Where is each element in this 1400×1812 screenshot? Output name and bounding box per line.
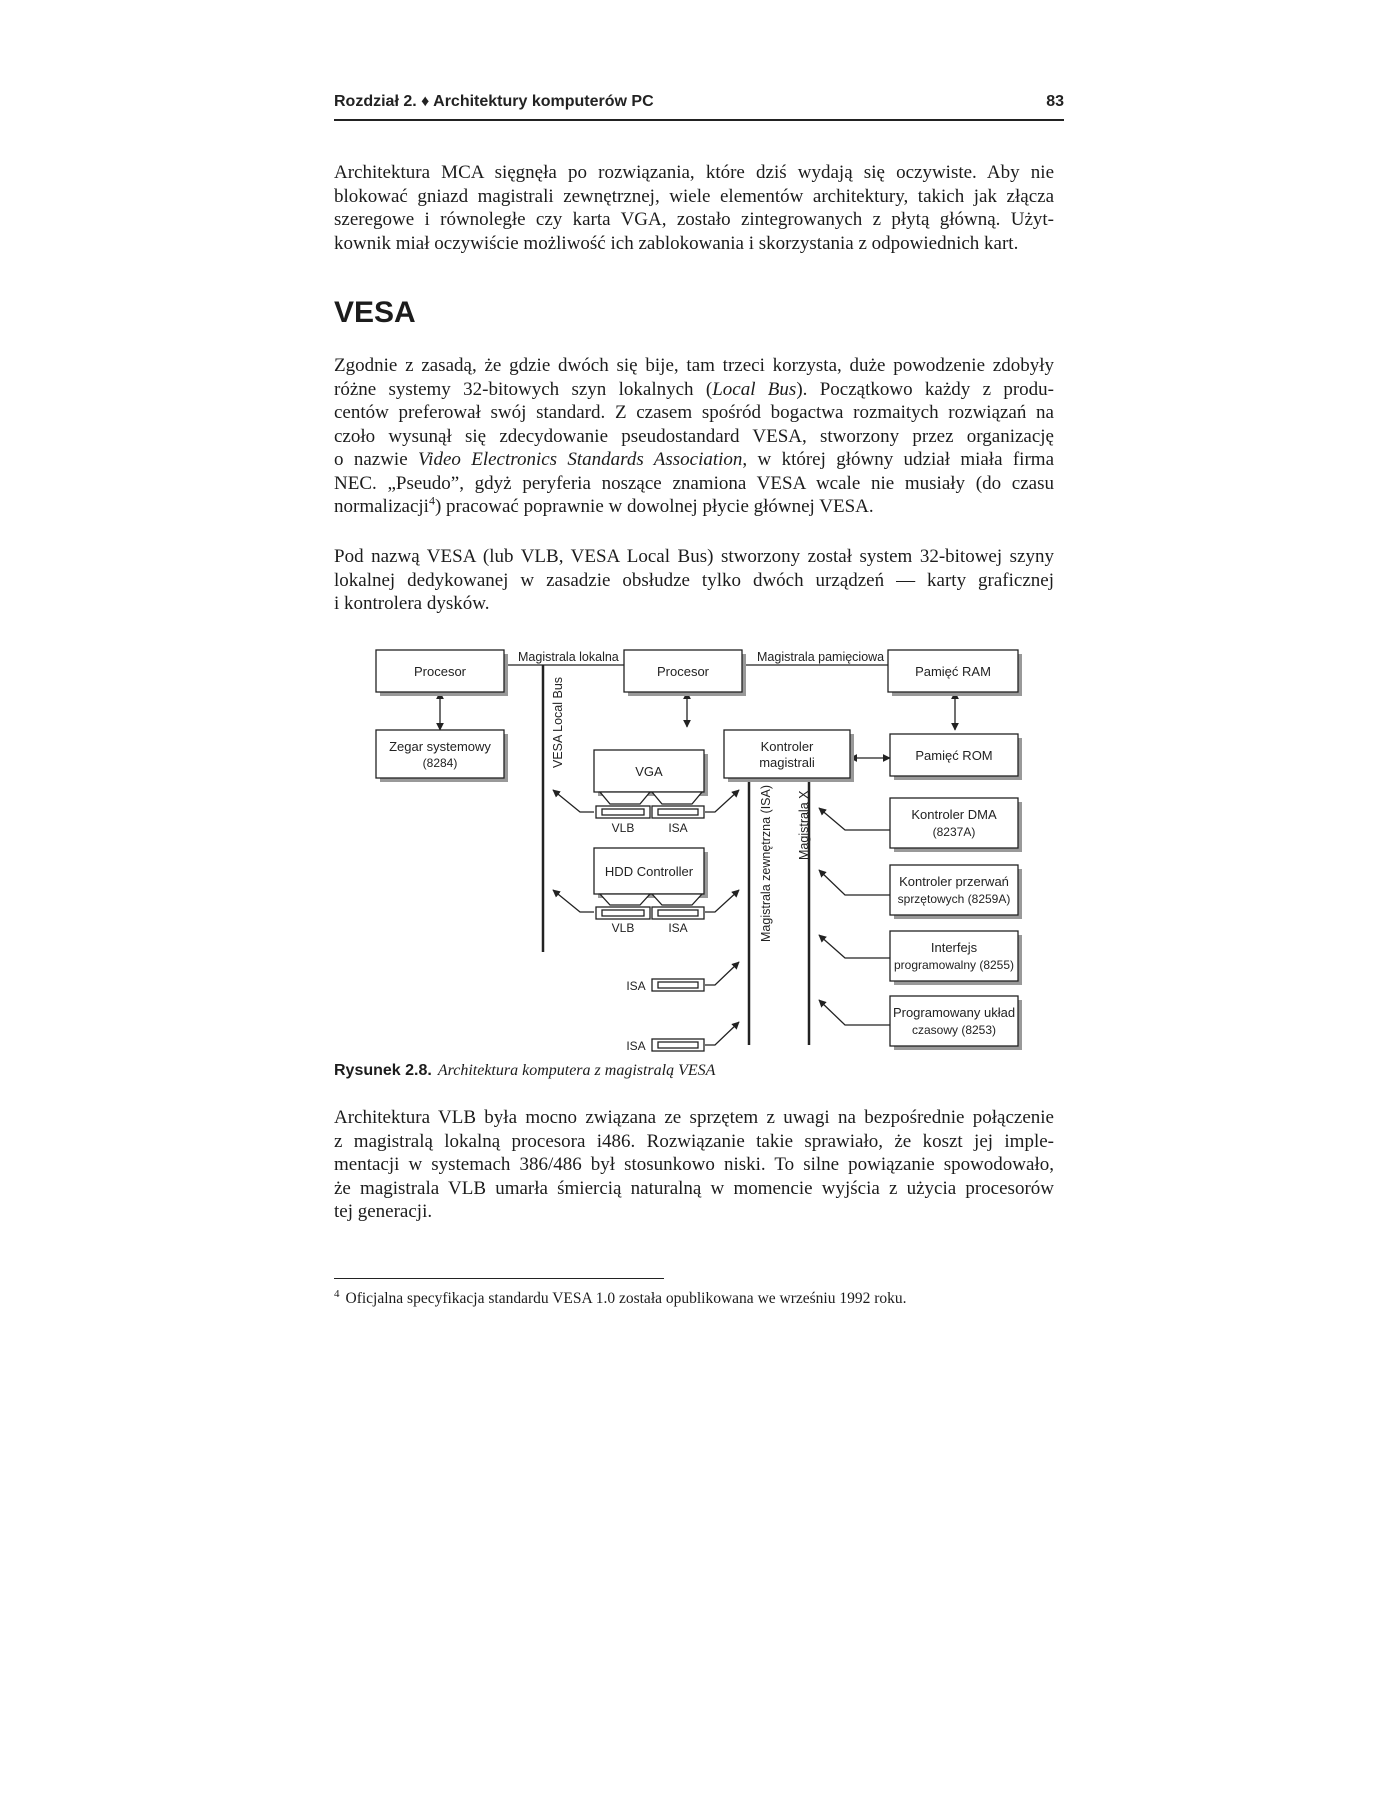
kontroler-label-2: magistrali bbox=[759, 755, 815, 770]
vesa-line-2: różne systemy 32-bitowych szyn lokalnych (Local Bus). Początkowo każdy z produ- bbox=[334, 378, 1054, 400]
isa-label-2: ISA bbox=[668, 921, 688, 935]
vga-vlb-edge bbox=[600, 792, 650, 804]
zegar-label-2: (8284) bbox=[422, 756, 458, 770]
vlb-line-3: i kontrolera dysków. bbox=[334, 593, 490, 614]
isa-bus-label: Magistrala zewnętrzna (ISA) bbox=[759, 784, 773, 942]
procesor-left-label: Procesor bbox=[413, 664, 467, 679]
ppi-box bbox=[890, 931, 1018, 981]
closing-paragraph bbox=[334, 1106, 1054, 1224]
irq-label-2: sprzętowych (8259A) bbox=[897, 892, 1011, 906]
isa-label-1: ISA bbox=[668, 821, 688, 835]
x-bus-label: Magistrala X bbox=[797, 790, 811, 860]
vlb-label-2: VLB bbox=[611, 921, 635, 935]
memory-bus-label: Magistrala pamięciowa bbox=[757, 650, 885, 664]
intro-line-3: szeregowe i równoległe czy karta VGA, zostało zintegrowanych z płytą główną. Użyt- bbox=[334, 209, 1054, 230]
intro-line-1: Architektura MCA sięgnęła po rozwiązania, które dziś wydają się oczywiste. Aby nie bbox=[334, 162, 1054, 183]
footnote bbox=[334, 1288, 907, 1308]
footnote-text: Oficjalna specyfikacja standardu VESA 1.0 została opublikowana we wrześniu 1992 roku. bbox=[345, 1290, 907, 1308]
page-number: 83 bbox=[1046, 93, 1064, 110]
timer-label-1: Programowany układ bbox=[892, 1005, 1016, 1020]
kontroler-label-1: Kontroler bbox=[760, 739, 814, 754]
zegar-box bbox=[376, 730, 504, 778]
footnote-rule bbox=[334, 1278, 664, 1279]
dma-label-2: (8237A) bbox=[932, 825, 976, 839]
isa-slot3-arrow bbox=[705, 962, 739, 985]
vesa-org-name: Video Electronics Standards Association bbox=[417, 449, 743, 470]
local-bus-term: Local Bus bbox=[712, 378, 797, 400]
pamiec-ram-label: Pamięć RAM bbox=[915, 664, 991, 679]
x-irq-arrow bbox=[819, 870, 890, 895]
hdd-isa-edge bbox=[652, 894, 702, 905]
hdd-vlb-edge bbox=[600, 894, 650, 905]
dma-label-1: Kontroler DMA bbox=[911, 807, 997, 822]
isa-slot3-label: ISA bbox=[626, 979, 646, 993]
closing-line-3: mentacji w systemach 386/486 był stosunkowo niski. To silne powiązanie spowodowało, bbox=[334, 1154, 1054, 1175]
footnote-number: 4 bbox=[334, 1288, 340, 1300]
dma-box bbox=[890, 798, 1018, 848]
procesor-center-label: Procesor bbox=[656, 664, 710, 679]
vesa-line-7: normalizacji$^4$) pracować poprawnie w dowolnej płycie głównej VESA. bbox=[334, 493, 874, 517]
ppi-label-2: programowalny (8255) bbox=[893, 958, 1015, 972]
intro-line-2: blokować gniazd magistrali zewnętrznej, wiele elementów architektury, takich jak złącza bbox=[334, 185, 1054, 207]
closing-line-1: Architektura VLB była mocno związana ze sprzętem z uwagi na bezpośrednie połączenie bbox=[334, 1107, 1054, 1128]
vesa-line-3: centów preferował swój standard. Z czasem spośród bogactwa rozmaitych rozwiązań na bbox=[334, 402, 1054, 423]
chapter-title: Rozdział 2. ♦ Architektury komputerów PC bbox=[334, 93, 654, 110]
vlb-line-1: Pod nazwą VESA (lub VLB, VESA Local Bus) stworzony został system 32-bitowej szyny bbox=[334, 546, 1054, 567]
vga-vlb-arrow bbox=[553, 790, 594, 812]
ppi-label-1: Interfejs bbox=[930, 940, 978, 955]
hdd-label: HDD Controller bbox=[604, 864, 694, 879]
vga-label: VGA bbox=[635, 764, 663, 779]
timer-box bbox=[890, 996, 1018, 1046]
x-dma-arrow bbox=[819, 808, 890, 830]
vesa-line-5: o nazwie Video Electronics Standards Association, w której główny udział miała firma bbox=[334, 449, 1055, 470]
vesa-line-1: Zgodnie z zasadą, że gdzie dwóch się bije, tam trzeci korzysta, duże powodzenie zdobyły bbox=[334, 355, 1054, 376]
x-timer-arrow bbox=[819, 1000, 890, 1025]
irq-label-1: Kontroler przerwań bbox=[899, 874, 1009, 889]
isa-slot4-arrow bbox=[705, 1022, 739, 1045]
vga-isa-edge bbox=[652, 792, 702, 804]
kontroler-magistrali-box bbox=[724, 730, 850, 778]
vesa-line-4: czoło wysunął się zdecydowanie pseudostandard VESA, stworzony przez organizację bbox=[334, 425, 1054, 447]
vlb-label-1: VLB bbox=[611, 821, 635, 835]
figure-title: Architektura komputera z magistralą VESA bbox=[437, 1062, 716, 1079]
intro-line-4: kownik miał oczywiście możliwość ich zablokowania i skorzystania z odpowiednich kart. bbox=[334, 232, 1019, 254]
timer-label-2: czasowy (8253) bbox=[911, 1023, 997, 1037]
closing-line-4: że magistrala VLB umarła śmiercią naturalną w momencie wyjścia z użycia procesorów bbox=[334, 1177, 1054, 1199]
vlb-line-2: lokalnej dedykowanej w zasadzie obsłudze tylko dwóch urządzeń — karty graficznej bbox=[334, 569, 1054, 591]
irq-box bbox=[890, 865, 1018, 915]
isa-slot4-label: ISA bbox=[626, 1039, 646, 1053]
local-bus-label: Magistrala lokalna bbox=[518, 650, 619, 664]
vesa-local-bus-label: VESA Local Bus bbox=[551, 676, 565, 768]
vesa-line-6: NEC. „Pseudo”, gdyż peryferia noszące znamiona VESA wcale nie musiały (do czasu bbox=[334, 472, 1054, 494]
closing-line-2: z magistralą lokalną procesora i486. Rozwiązanie takie sprawiało, że koszt jej imple- bbox=[334, 1130, 1054, 1152]
pamiec-rom-label: Pamięć ROM bbox=[915, 748, 993, 763]
zegar-label-1: Zegar systemowy bbox=[389, 739, 491, 754]
closing-line-5: tej generacji. bbox=[334, 1201, 433, 1222]
vga-isa-arrow bbox=[705, 790, 739, 812]
footnote-ref[interactable]: 4 bbox=[428, 493, 435, 508]
x-ppi-arrow bbox=[819, 935, 890, 958]
section-heading: VESA bbox=[334, 296, 416, 329]
figure-caption bbox=[334, 1062, 715, 1080]
hdd-vlb-arrow bbox=[553, 890, 594, 912]
hdd-isa-arrow bbox=[705, 890, 739, 912]
figure-label: Rysunek 2.8. bbox=[334, 1062, 432, 1079]
